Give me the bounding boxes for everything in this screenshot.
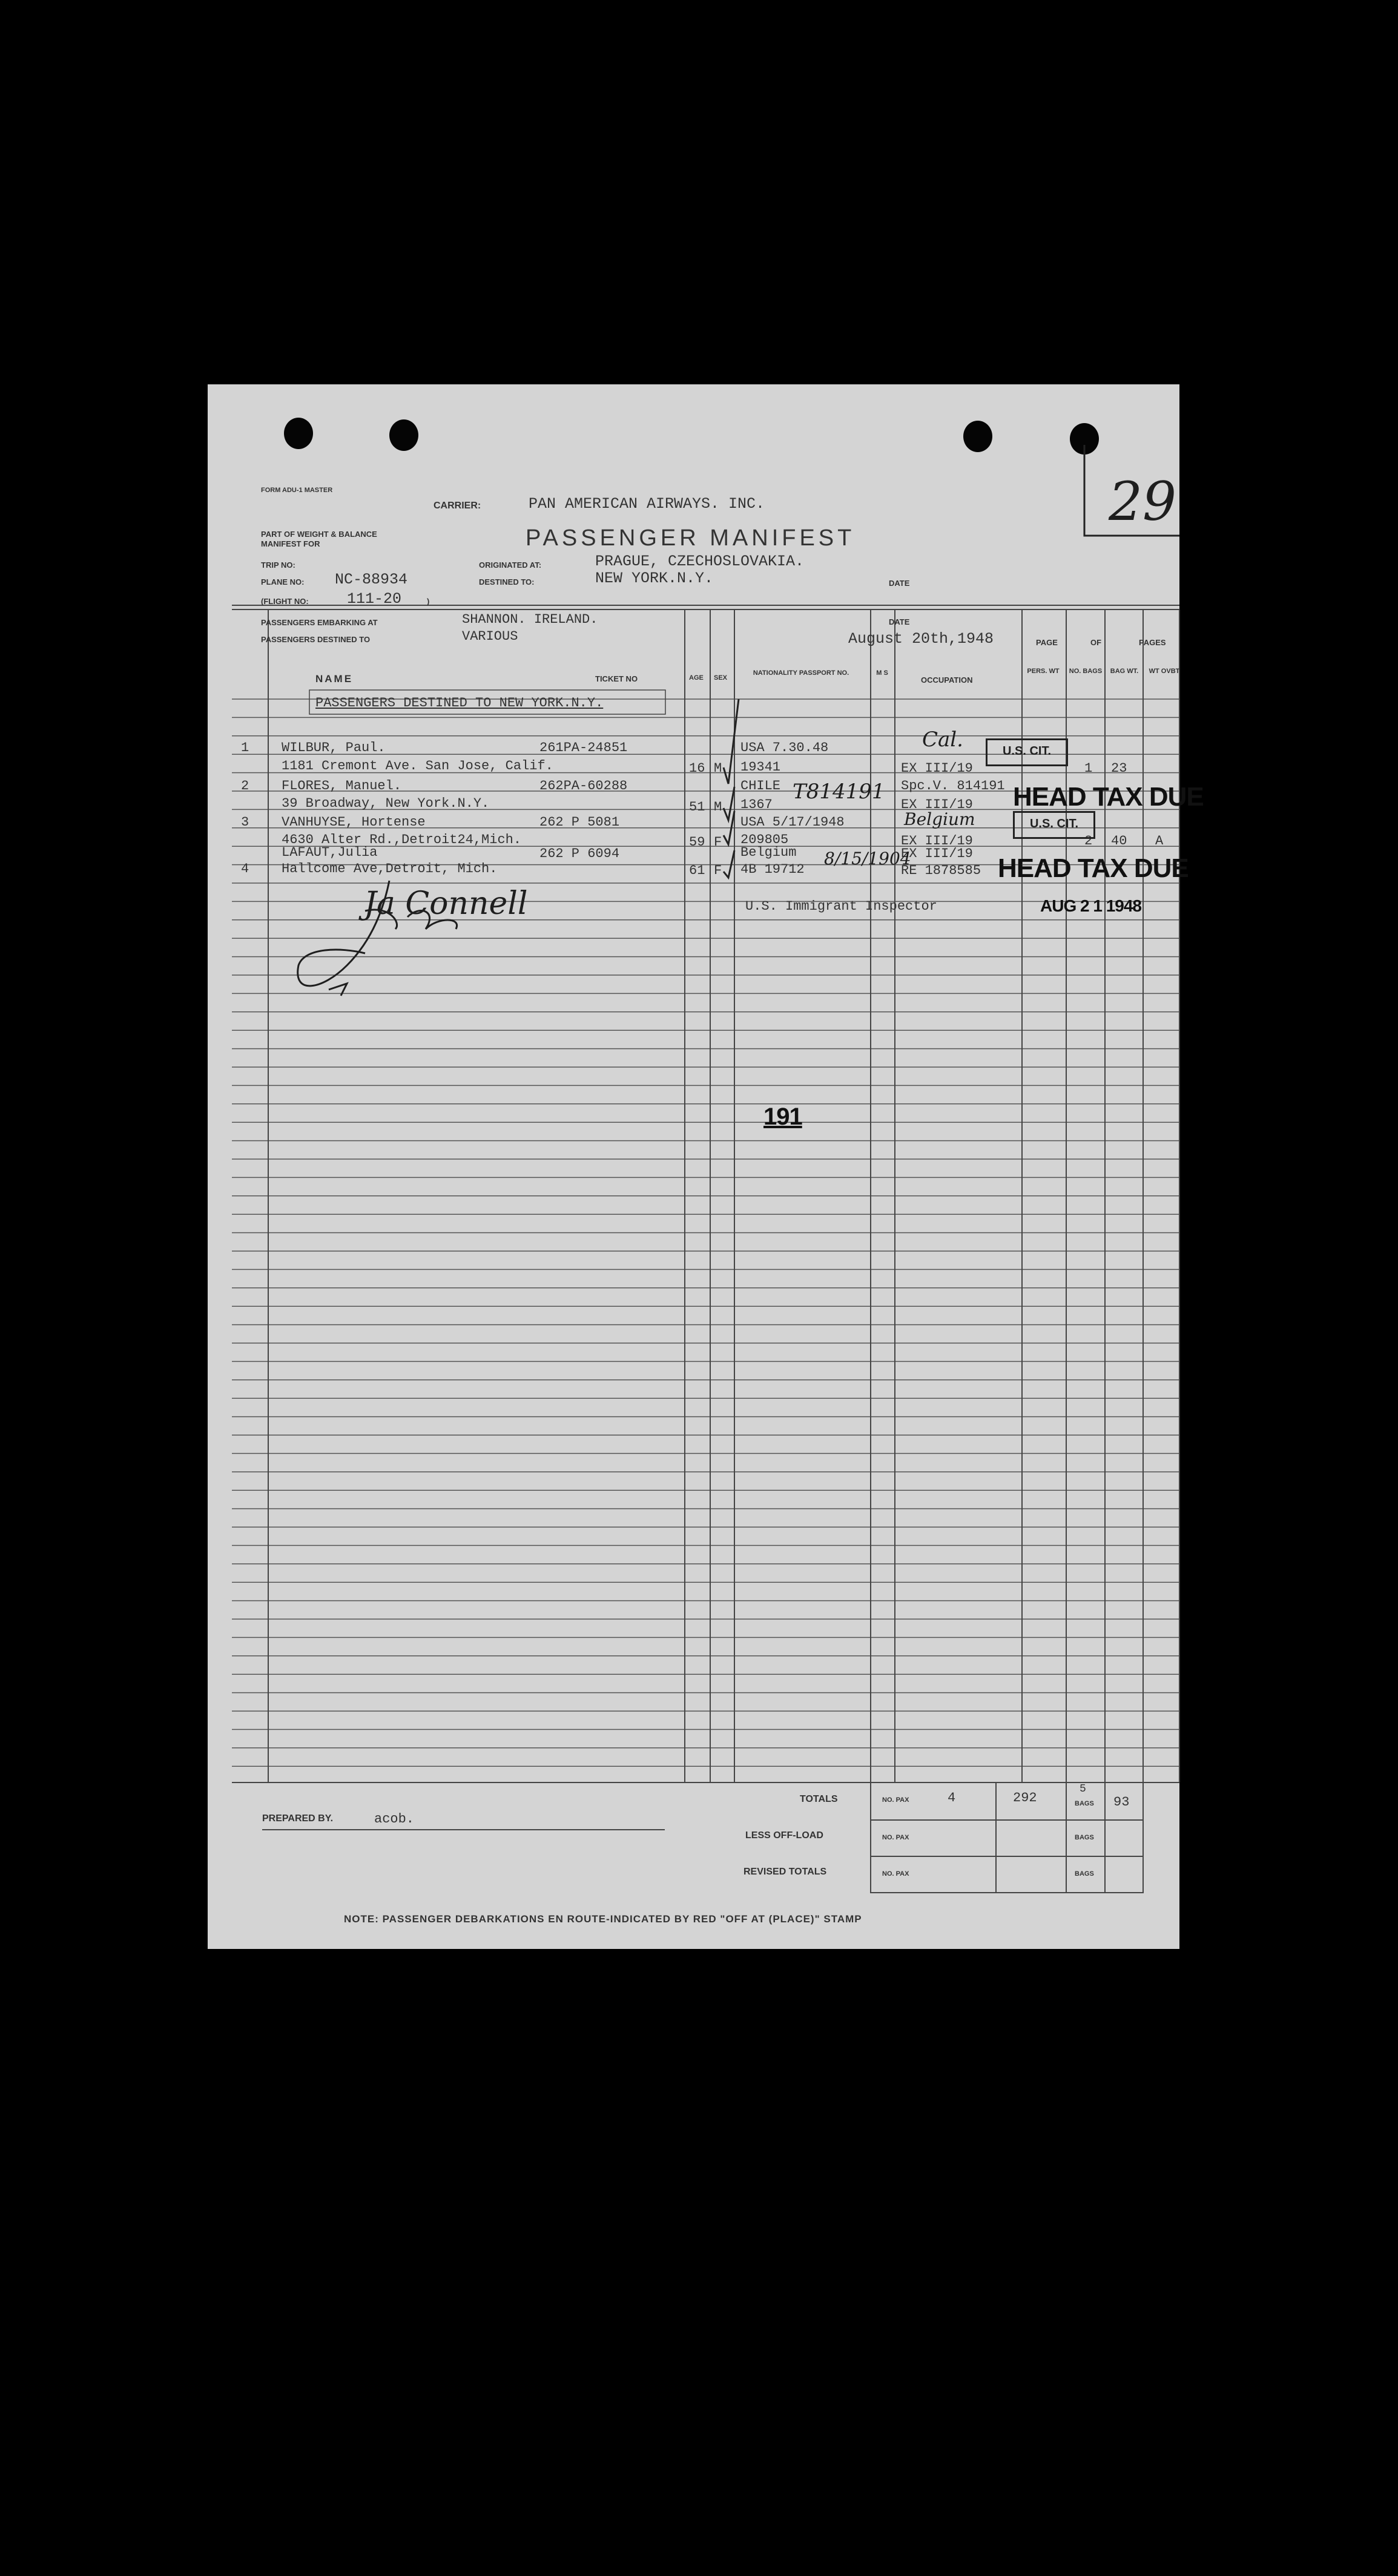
occupation: EX III/19 — [901, 846, 973, 861]
bag-wt: 23 — [1111, 761, 1127, 776]
nationality: Belgium — [740, 845, 797, 860]
prepared-by-value: acob. — [374, 1812, 415, 1827]
head-tax-due-stamp: HEAD TAX DUE — [1013, 782, 1204, 812]
destined-to-label: PASSENGERS DESTINED TO — [261, 635, 371, 644]
date-label-2: DATE — [889, 617, 910, 626]
head-tax-due-stamp: HEAD TAX DUE — [998, 853, 1189, 883]
bags-label: BAGS — [1075, 1870, 1094, 1878]
revised-totals-label: REVISED TOTALS — [744, 1867, 827, 1877]
bags-label: BAGS — [1075, 1800, 1094, 1807]
col-bag-wt: BAG WT. — [1110, 668, 1139, 675]
col-no-bags: NO. BAGS — [1069, 668, 1103, 675]
passport: 19341 — [740, 760, 781, 775]
number-stamp: 191 — [763, 1103, 802, 1130]
totals-label: TOTALS — [800, 1794, 838, 1804]
embarking-value: SHANNON. IRELAND. — [462, 612, 598, 627]
col-name: NAME — [315, 673, 354, 685]
bags: 2 — [1084, 833, 1093, 849]
age: 61 — [689, 863, 705, 878]
row-num: 4 — [241, 861, 249, 876]
nationality: USA 5/17/1948 — [740, 815, 845, 830]
handwritten-occupation-note: Belgium — [904, 809, 975, 829]
age: 51 — [689, 800, 705, 815]
ticket-no: 262 P 6094 — [539, 846, 620, 861]
col-occupation: OCCUPATION — [921, 675, 973, 685]
nationality: CHILE — [740, 778, 781, 794]
bags-label: BAGS — [1075, 1834, 1094, 1841]
wt-ovbt: A — [1155, 833, 1164, 849]
occupation: Spc.V. 814191 — [901, 778, 1005, 794]
prepared-by-label: PREPARED BY. — [262, 1813, 334, 1824]
page-label: PAGE — [1036, 638, 1058, 647]
footer-note: NOTE: PASSENGER DEBARKATIONS EN ROUTE-INDICATED BY RED "OFF AT (PLACE)" STAMP — [344, 1913, 862, 1925]
originated-label: ORIGINATED AT: — [479, 560, 542, 570]
col-nationality: NATIONALITY PASSPORT NO. — [753, 669, 849, 677]
nationality: USA 7.30.48 — [740, 740, 829, 755]
passenger-name: FLORES, Manuel. — [282, 778, 402, 794]
bag-wt: 40 — [1111, 833, 1127, 849]
occupation-2: EX III/19 — [901, 797, 973, 812]
passport: 1367 — [740, 797, 773, 812]
no-pax-label: NO. PAX — [882, 1870, 909, 1878]
embarking-label: PASSENGERS EMBARKING AT — [261, 618, 378, 627]
handwritten-chile-number: T814191 — [793, 780, 885, 804]
carrier-name: PAN AMERICAN AIRWAYS. INC. — [529, 495, 765, 513]
date-label-1: DATE — [889, 579, 910, 588]
us-cit-stamp: U.S. CIT. — [1013, 811, 1095, 839]
flight-no: 111-20 — [347, 590, 402, 608]
occupation: EX III/19 — [901, 833, 973, 849]
passport: 209805 — [740, 832, 789, 847]
sex: M — [714, 761, 722, 776]
sex: F — [714, 835, 722, 850]
originated-value: PRAGUE, CZECHOSLOVAKIA. — [595, 553, 805, 570]
passenger-name: WILBUR, Paul. — [282, 740, 386, 755]
part-of-label: PART OF WEIGHT & BALANCE MANIFEST FOR — [261, 530, 377, 548]
total-bags: 5 — [1080, 1783, 1086, 1795]
us-cit-stamp: U.S. CIT. — [986, 738, 1068, 766]
col-ticket: TICKET NO — [595, 674, 638, 683]
destined-label: DESTINED TO: — [479, 577, 535, 586]
row-num: 3 — [241, 815, 249, 830]
signature: Ja Connell — [364, 886, 528, 922]
passport: 4B 19712 — [740, 862, 805, 877]
passenger-name: LAFAUT,Julia — [282, 845, 378, 860]
ticket-no: 261PA-24851 — [539, 740, 628, 755]
manifest-sheet — [208, 384, 1204, 1949]
total-weight: 292 — [1013, 1790, 1037, 1806]
plane-no-label: PLANE NO: — [261, 577, 305, 586]
pages-label: PAGES — [1139, 638, 1166, 647]
handwritten-belgium-date: 8/15/1904 — [824, 849, 911, 869]
col-ms: M S — [876, 669, 888, 677]
col-pers-wt: PERS. WT — [1027, 668, 1060, 675]
passenger-name: VANHUYSE, Hortense — [282, 815, 426, 830]
flight-no-label: (FLIGHT NO: — [261, 597, 309, 606]
passenger-address: 4630 Alter Rd.,Detroit24,Mich. — [282, 832, 522, 847]
form-id: FORM ADU-1 MASTER — [261, 487, 333, 494]
col-age: AGE — [689, 674, 704, 682]
less-offload-label: LESS OFF-LOAD — [745, 1830, 823, 1841]
section-heading: PASSENGERS DESTINED TO NEW YORK.N.Y. — [315, 695, 604, 711]
manifest-date: August 20th,1948 — [848, 630, 994, 648]
sex: M — [714, 800, 722, 815]
ticket-no: 262PA-60288 — [539, 778, 628, 794]
of-label: OF — [1090, 638, 1102, 647]
age: 16 — [689, 761, 705, 776]
plane-no: NC-88934 — [335, 571, 408, 588]
inspector-line: U.S. Immigrant Inspector — [745, 899, 937, 914]
ticket-no: 262 P 5081 — [539, 815, 620, 830]
manifest-title: PASSENGER MANIFEST — [526, 525, 856, 551]
flight-no-close: ) — [427, 597, 430, 606]
col-sex: SEX — [714, 674, 728, 682]
passenger-address: 1181 Cremont Ave. San Jose, Calif. — [282, 758, 553, 774]
total-pax: 4 — [948, 1790, 956, 1806]
bags: 1 — [1084, 761, 1093, 776]
occupation: EX III/19 — [901, 761, 973, 776]
row-num: 1 — [241, 740, 249, 755]
col-wt-ovbt: WT OVBT — [1149, 668, 1180, 675]
age: 59 — [689, 835, 705, 850]
carrier-label: CARRIER: — [434, 501, 481, 511]
passenger-address: 39 Broadway, New York.N.Y. — [282, 796, 490, 811]
total-bag-weight: 93 — [1113, 1795, 1130, 1810]
passenger-address: Hallcome Ave,Detroit, Mich. — [282, 861, 498, 876]
row-num: 2 — [241, 778, 249, 794]
page-number-handwritten: 29 — [1109, 470, 1176, 533]
no-pax-label: NO. PAX — [882, 1834, 909, 1841]
sex: F — [714, 863, 722, 878]
no-pax-label: NO. PAX — [882, 1796, 909, 1804]
handwritten-cal: Cal. — [922, 728, 963, 752]
trip-no-label: TRIP NO: — [261, 560, 295, 570]
destined-value: NEW YORK.N.Y. — [595, 570, 714, 587]
inspector-date-stamp: AUG 2 1 1948 — [1040, 896, 1141, 915]
occupation-2: RE 1878585 — [901, 863, 981, 878]
destined-to-value: VARIOUS — [462, 629, 518, 644]
